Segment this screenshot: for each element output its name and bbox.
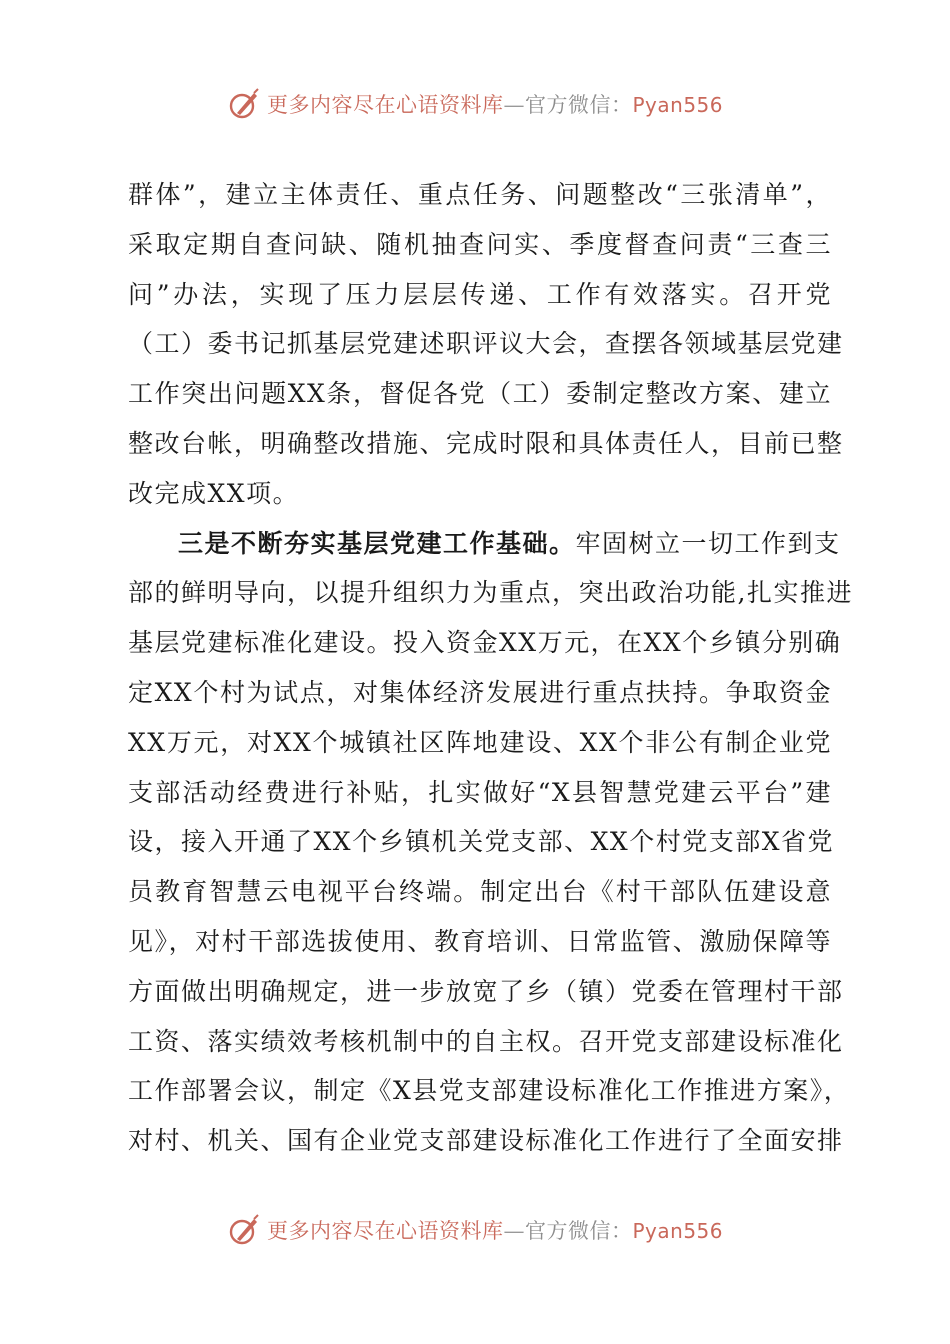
text-line: 工作部署会议，制定《X县党支部建设标准化工作推进方案》，	[128, 1076, 851, 1106]
text-line: 员教育智慧云电视平台终端。制定出台《村干部队伍建设意	[128, 877, 832, 907]
footer-watermark	[0, 1210, 950, 1250]
watermark-separator: —	[503, 93, 525, 117]
text-line: 工作突出问题XX条，督促各党（工）委制定整改方案、建立	[128, 379, 832, 409]
text-line: 基层党建标准化建设。投入资金XX万元，在XX个乡镇分别确	[128, 628, 842, 658]
watermark-brand-text: 更多内容尽在心语资料库	[266, 93, 504, 117]
watermark-wechat-label: 官方微信：	[524, 1219, 633, 1243]
text-line: 对村、机关、国有企业党支部建设标准化工作进行了全面安排	[128, 1126, 844, 1156]
watermark-separator: —	[503, 1219, 525, 1243]
paragraph-heading: 三是不断夯实基层党建工作基础。	[178, 528, 576, 558]
watermark-wechat-label: 官方微信：	[524, 93, 633, 117]
text-line: 群体”，建立主体责任、重点任务、问题整改“三张清单”，	[128, 180, 832, 209]
paragraph-continued	[128, 170, 844, 519]
quill-pen-logo-icon	[227, 1213, 261, 1247]
text-line: 支部活动经费进行补贴，扎实做好“X县智慧党建云平台”建	[128, 777, 832, 807]
watermark-brand-text: 更多内容尽在心语资料库	[266, 1219, 504, 1243]
quill-pen-logo-icon	[227, 87, 261, 121]
text-line: 问”办法，实现了压力层层传递、工作有效落实。召开党	[128, 279, 832, 309]
text-line: 方面做出明确规定，进一步放宽了乡（镇）党委在管理村干部	[128, 976, 844, 1006]
text-line: 改完成XX项。	[128, 478, 300, 508]
text-line: 定XX个村为试点，对集体经济发展进行重点扶持。争取资金	[128, 677, 832, 707]
text-line: XX万元，对XX个城镇社区阵地建设、XX个非公有制企业党	[128, 727, 832, 757]
text-line: 工资、落实绩效考核机制中的自主权。召开党支部建设标准化	[128, 1026, 844, 1056]
header-watermark	[0, 84, 950, 124]
paragraph-three	[128, 519, 853, 1166]
text-line: 部的鲜明导向，以提升组织力为重点，突出政治功能,扎实推进	[128, 578, 853, 608]
text-line: 见》，对村干部选拔使用、教育培训、日常监管、激励保障等	[128, 926, 832, 956]
text-line: 采取定期自查问缺、随机抽查问实、季度督查问责“三查三	[128, 229, 832, 259]
watermark-wechat-id: Pyan556	[632, 1219, 723, 1243]
text-line-first	[128, 519, 841, 569]
document-body	[128, 170, 853, 1166]
text-line-rest: 牢固树立一切工作到支	[575, 528, 841, 558]
text-line: 设，接入开通了XX个乡镇机关党支部、XX个村党支部X省党	[128, 827, 834, 857]
text-line: （工）委书记抓基层党建述职评议大会，查摆各领域基层党建	[128, 329, 844, 359]
text-line: 整改台帐，明确整改措施、完成时限和具体责任人，目前已整	[128, 428, 844, 458]
watermark-wechat-id: Pyan556	[632, 93, 723, 117]
